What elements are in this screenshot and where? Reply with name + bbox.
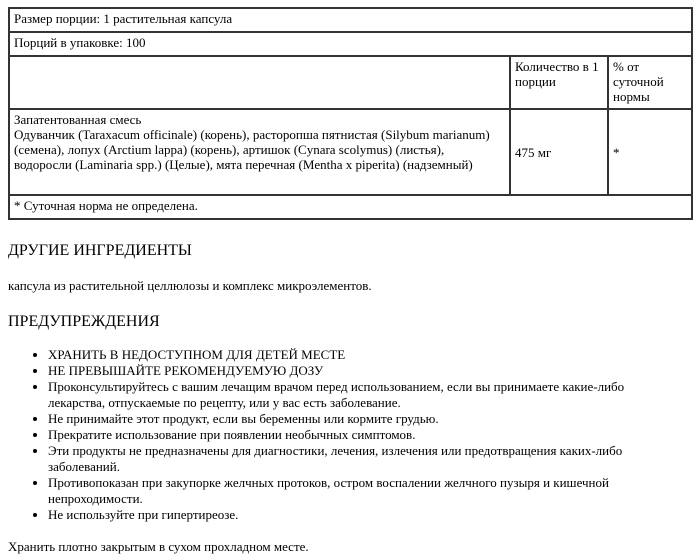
other-ingredients-body xyxy=(8,278,372,294)
footnote: * Суточная норма не определена. xyxy=(9,195,692,219)
other-ingredients-heading: ДРУГИЕ ИНГРЕДИЕНТЫ xyxy=(8,242,192,259)
list-item: • Не используйте при гипертиреозе. xyxy=(48,507,678,523)
warnings-heading: ПРЕДУПРЕЖДЕНИЯ xyxy=(8,313,160,330)
other-ingredients-text: капсула из растительной целлюлозы и комплекс микроэлементов. xyxy=(8,278,372,293)
blend-ingredients: Одуванчик (Taraxacum officinale) (корень), расторопша пятнистая (Silybum marianum) (семена), лопух (Arctium lappa) (корень), артишок (Cynara scolymus) (листья), водоросли (Laminaria spp.) (Целые), мята перечная (Mentha x piperita) (надземный) xyxy=(14,127,490,172)
servings-per-container-row xyxy=(9,32,692,56)
daily-value-header: % от суточной нормы xyxy=(608,56,692,109)
list-item: • Эти продукты не предназначены для диагностики, лечения, излечения или предотвращения каких-либо заболеваний. xyxy=(48,443,678,475)
table-header-row xyxy=(9,56,692,109)
serving-size: Размер порции: 1 растительная капсула xyxy=(9,8,692,32)
blend-daily-value: * xyxy=(608,109,692,195)
other-ingredients-section xyxy=(8,242,192,260)
storage-text: Хранить плотно закрытым в сухом прохладном месте. xyxy=(8,539,309,554)
blend-name: Запатентованная смесь xyxy=(14,112,142,127)
table-row xyxy=(9,109,692,195)
blend-cell xyxy=(9,109,510,195)
supplement-facts-table xyxy=(8,7,693,220)
amount-header: Количество в 1 порции xyxy=(510,56,608,109)
header-blank-cell xyxy=(9,56,510,109)
storage-section xyxy=(8,539,309,555)
blend-amount: 475 мг xyxy=(510,109,608,195)
list-item: • Проконсультируйтесь с вашим лечащим врачом перед использованием, если вы принимаете какие-либо лекарства, отпускаемые по рецепту, или у вас есть заболевание. xyxy=(48,379,678,411)
list-item: • Прекратите использование при появлении необычных симптомов. xyxy=(48,427,678,443)
list-item: • ХРАНИТЬ В НЕДОСТУПНОМ ДЛЯ ДЕТЕЙ МЕСТЕ xyxy=(48,347,678,363)
footnote-row xyxy=(9,195,692,219)
serving-size-row xyxy=(9,8,692,32)
servings-per-container: Порций в упаковке: 100 xyxy=(9,32,692,56)
list-item: • НЕ ПРЕВЫШАЙТЕ РЕКОМЕНДУЕМУЮ ДОЗУ xyxy=(48,363,678,379)
warnings-section xyxy=(8,313,160,331)
warnings-list xyxy=(8,347,678,523)
list-item: • Противопоказан при закупорке желчных протоков, остром воспалении желчного пузыря и кишечной непроходимости. xyxy=(48,475,678,507)
list-item: • Не принимайте этот продукт, если вы беременны или кормите грудью. xyxy=(48,411,678,427)
